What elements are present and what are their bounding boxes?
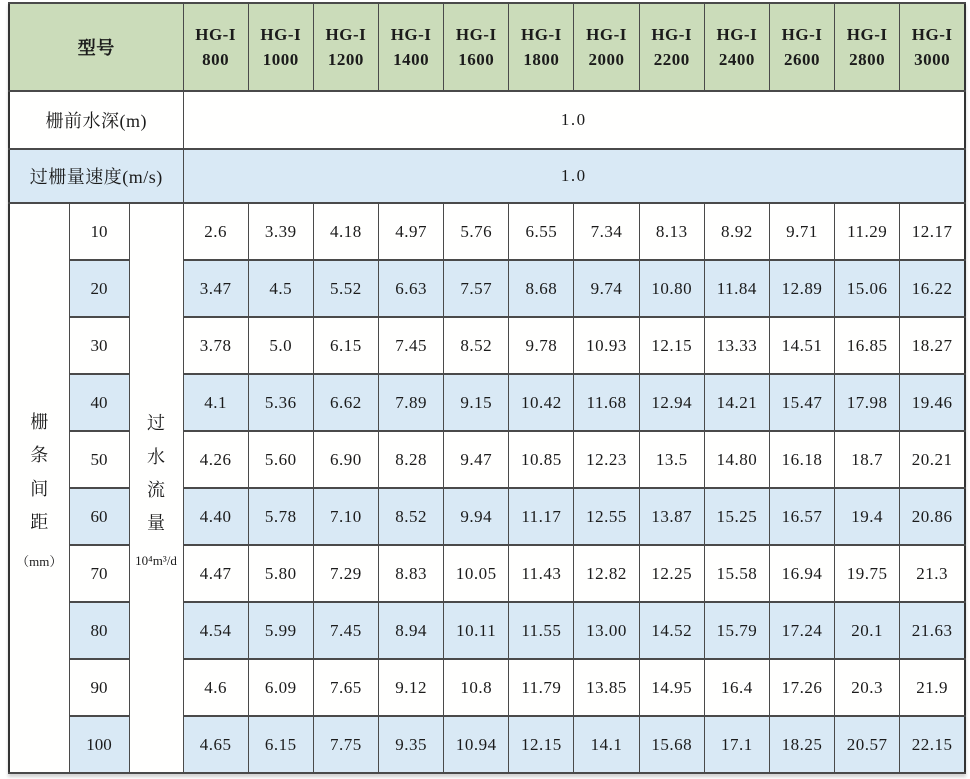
flow-value-cell: 7.34 [574, 203, 639, 260]
model-column-header [900, 3, 965, 91]
model-series: HG-I [716, 24, 758, 44]
model-size: 2400 [718, 50, 755, 69]
model-column-header [313, 3, 378, 91]
flow-value-cell: 11.68 [574, 374, 639, 431]
flow-value-cell: 8.52 [444, 317, 509, 374]
flow-value-cell: 9.15 [444, 374, 509, 431]
flow-value-cell: 7.75 [313, 716, 378, 773]
flow-value-cell: 7.65 [313, 659, 378, 716]
model-series: HG-I [195, 24, 236, 44]
flow-value-cell: 16.4 [704, 659, 769, 716]
flow-value-cell: 12.94 [639, 374, 704, 431]
velocity-label: 过栅量速度(m/s) [9, 149, 183, 203]
flow-title: 过水流量 [147, 413, 165, 534]
flow-value-cell: 4.6 [183, 659, 248, 716]
flow-value-cell: 12.23 [574, 431, 639, 488]
flow-value-cell: 13.87 [639, 488, 704, 545]
flow-value-cell: 3.39 [248, 203, 313, 260]
flow-value-cell: 14.80 [704, 431, 769, 488]
model-series: HG-I [651, 24, 693, 44]
spacing-value-cell: 90 [69, 659, 129, 716]
flow-value-cell: 2.6 [183, 203, 248, 260]
flow-value-cell: 12.17 [900, 203, 965, 260]
flow-value-cell: 11.43 [509, 545, 574, 602]
flow-value-cell: 10.94 [444, 716, 509, 773]
flow-value-cell: 15.25 [704, 488, 769, 545]
flow-value-cell: 9.47 [444, 431, 509, 488]
flow-value-cell: 9.12 [378, 659, 443, 716]
model-size: 3000 [914, 50, 951, 69]
model-column-header [183, 3, 248, 91]
model-column-header [509, 3, 574, 91]
flow-value-cell: 14.21 [704, 374, 769, 431]
flow-value-cell: 10.8 [444, 659, 509, 716]
spacing-value-cell: 100 [69, 716, 129, 773]
flow-value-cell: 20.57 [835, 716, 900, 773]
flow-value-cell: 4.97 [378, 203, 443, 260]
flow-value-cell: 11.84 [704, 260, 769, 317]
flow-value-cell: 20.1 [835, 602, 900, 659]
model-size: 1000 [262, 50, 299, 69]
model-size: 1600 [458, 50, 495, 69]
flow-value-cell: 13.00 [574, 602, 639, 659]
model-column-header [769, 3, 834, 91]
spacing-value-cell: 10 [69, 203, 129, 260]
model-size: 2800 [849, 50, 886, 69]
flow-value-cell: 8.68 [509, 260, 574, 317]
flow-value-cell: 5.0 [248, 317, 313, 374]
flow-value-cell: 22.15 [900, 716, 965, 773]
flow-value-cell: 13.5 [639, 431, 704, 488]
model-column-header [248, 3, 313, 91]
model-size: 2600 [784, 50, 820, 69]
spacing-value-cell: 70 [69, 545, 129, 602]
flow-value-cell: 5.76 [444, 203, 509, 260]
flow-value-cell: 15.79 [704, 602, 769, 659]
data-row [9, 203, 965, 260]
flow-value-cell: 11.29 [835, 203, 900, 260]
flow-value-cell: 12.89 [769, 260, 834, 317]
flow-value-cell: 14.1 [574, 716, 639, 773]
flow-value-cell: 13.33 [704, 317, 769, 374]
model-column-header [835, 3, 900, 91]
model-series: HG-I [586, 24, 627, 44]
flow-value-cell: 18.7 [835, 431, 900, 488]
flow-value-cell: 9.94 [444, 488, 509, 545]
flow-value-cell: 16.57 [769, 488, 834, 545]
flow-value-cell: 6.90 [313, 431, 378, 488]
top-rows [9, 3, 965, 203]
flow-value-cell: 5.60 [248, 431, 313, 488]
flow-value-cell: 15.58 [704, 545, 769, 602]
flow-value-cell: 10.11 [444, 602, 509, 659]
model-header-cell: 型号 [9, 3, 183, 91]
flow-value-cell: 15.47 [769, 374, 834, 431]
flow-value-cell: 5.99 [248, 602, 313, 659]
flow-value-cell: 10.05 [444, 545, 509, 602]
flow-value-cell: 14.52 [639, 602, 704, 659]
spacing-value-cell: 50 [69, 431, 129, 488]
flow-value-cell: 16.85 [835, 317, 900, 374]
model-series: HG-I [911, 24, 953, 44]
flow-value-cell: 6.63 [378, 260, 443, 317]
flow-value-cell: 11.55 [509, 602, 574, 659]
flow-value-cell: 9.35 [378, 716, 443, 773]
model-column-header [378, 3, 443, 91]
model-size: 1800 [523, 50, 560, 69]
spec-table [8, 2, 966, 774]
flow-value-cell: 7.89 [378, 374, 443, 431]
model-size: 1200 [327, 50, 364, 69]
flow-value-cell: 9.74 [574, 260, 639, 317]
flow-value-cell: 19.75 [835, 545, 900, 602]
flow-value-cell: 16.94 [769, 545, 834, 602]
model-column-header [574, 3, 639, 91]
depth-row [9, 91, 965, 149]
model-series: HG-I [521, 24, 562, 44]
flow-value-cell: 4.1 [183, 374, 248, 431]
flow-value-cell: 6.09 [248, 659, 313, 716]
model-column-header [639, 3, 704, 91]
flow-header-cell [129, 203, 183, 773]
model-series: HG-I [325, 24, 367, 44]
model-series: HG-I [846, 24, 888, 44]
flow-value-cell: 18.27 [900, 317, 965, 374]
flow-value-cell: 4.26 [183, 431, 248, 488]
flow-value-cell: 5.36 [248, 374, 313, 431]
model-size: 1400 [393, 50, 430, 69]
flow-value-cell: 5.78 [248, 488, 313, 545]
model-column-header [704, 3, 769, 91]
model-series: HG-I [390, 24, 432, 44]
spacing-value-cell: 30 [69, 317, 129, 374]
flow-value-cell: 12.25 [639, 545, 704, 602]
flow-value-cell: 7.57 [444, 260, 509, 317]
flow-value-cell: 4.47 [183, 545, 248, 602]
flow-value-cell: 6.55 [509, 203, 574, 260]
flow-value-cell: 6.62 [313, 374, 378, 431]
flow-value-cell: 8.83 [378, 545, 443, 602]
flow-value-cell: 4.65 [183, 716, 248, 773]
flow-value-cell: 18.25 [769, 716, 834, 773]
model-size: 2000 [588, 50, 625, 69]
flow-value-cell: 8.94 [378, 602, 443, 659]
flow-value-cell: 12.15 [509, 716, 574, 773]
flow-value-cell: 12.15 [639, 317, 704, 374]
spacing-value-cell: 60 [69, 488, 129, 545]
flow-value-cell: 7.45 [313, 602, 378, 659]
flow-value-cell: 11.79 [509, 659, 574, 716]
flow-value-cell: 15.06 [835, 260, 900, 317]
flow-value-cell: 9.78 [509, 317, 574, 374]
data-rows [9, 203, 965, 773]
velocity-value: 1.0 [183, 149, 965, 203]
flow-value-cell: 13.85 [574, 659, 639, 716]
flow-value-cell: 12.55 [574, 488, 639, 545]
flow-value-cell: 5.52 [313, 260, 378, 317]
flow-value-cell: 8.92 [704, 203, 769, 260]
flow-value-cell: 8.28 [378, 431, 443, 488]
model-series: HG-I [455, 24, 497, 44]
flow-value-cell: 19.46 [900, 374, 965, 431]
flow-unit: 10⁴m³/d [135, 552, 177, 568]
flow-value-cell: 6.15 [313, 317, 378, 374]
spacing-value-cell: 20 [69, 260, 129, 317]
flow-value-cell: 7.10 [313, 488, 378, 545]
flow-value-cell: 4.40 [183, 488, 248, 545]
flow-value-cell: 17.26 [769, 659, 834, 716]
flow-value-cell: 21.3 [900, 545, 965, 602]
flow-value-cell: 3.47 [183, 260, 248, 317]
flow-value-cell: 7.45 [378, 317, 443, 374]
flow-value-cell: 21.63 [900, 602, 965, 659]
flow-value-cell: 3.78 [183, 317, 248, 374]
flow-value-cell: 10.42 [509, 374, 574, 431]
model-size: 800 [202, 50, 230, 69]
flow-value-cell: 10.93 [574, 317, 639, 374]
spacing-value-cell: 40 [69, 374, 129, 431]
flow-value-cell: 4.54 [183, 602, 248, 659]
velocity-row [9, 149, 965, 203]
model-column-header [444, 3, 509, 91]
flow-value-cell: 8.13 [639, 203, 704, 260]
flow-value-cell: 15.68 [639, 716, 704, 773]
flow-value-cell: 8.52 [378, 488, 443, 545]
model-size: 2200 [653, 50, 690, 69]
model-series: HG-I [781, 24, 823, 44]
header-row [9, 3, 965, 91]
flow-value-cell: 4.5 [248, 260, 313, 317]
flow-value-cell: 9.71 [769, 203, 834, 260]
spacing-header-cell [9, 203, 69, 773]
flow-value-cell: 11.17 [509, 488, 574, 545]
depth-label: 栅前水深(m) [9, 91, 183, 149]
depth-value: 1.0 [183, 91, 965, 149]
flow-value-cell: 4.18 [313, 203, 378, 260]
spacing-value-cell: 80 [69, 602, 129, 659]
flow-value-cell: 17.98 [835, 374, 900, 431]
model-series: HG-I [260, 24, 302, 44]
flow-value-cell: 12.82 [574, 545, 639, 602]
flow-value-cell: 20.3 [835, 659, 900, 716]
flow-value-cell: 16.18 [769, 431, 834, 488]
flow-value-cell: 6.15 [248, 716, 313, 773]
flow-value-cell: 21.9 [900, 659, 965, 716]
flow-value-cell: 14.51 [769, 317, 834, 374]
spacing-title: 栅条间距 [30, 411, 49, 532]
flow-value-cell: 5.80 [248, 545, 313, 602]
spacing-unit: （mm） [16, 554, 63, 570]
flow-value-cell: 10.80 [639, 260, 704, 317]
flow-value-cell: 10.85 [509, 431, 574, 488]
flow-value-cell: 14.95 [639, 659, 704, 716]
flow-value-cell: 20.21 [900, 431, 965, 488]
flow-value-cell: 20.86 [900, 488, 965, 545]
flow-value-cell: 7.29 [313, 545, 378, 602]
flow-value-cell: 17.1 [704, 716, 769, 773]
flow-value-cell: 16.22 [900, 260, 965, 317]
flow-value-cell: 17.24 [769, 602, 834, 659]
flow-value-cell: 19.4 [835, 488, 900, 545]
